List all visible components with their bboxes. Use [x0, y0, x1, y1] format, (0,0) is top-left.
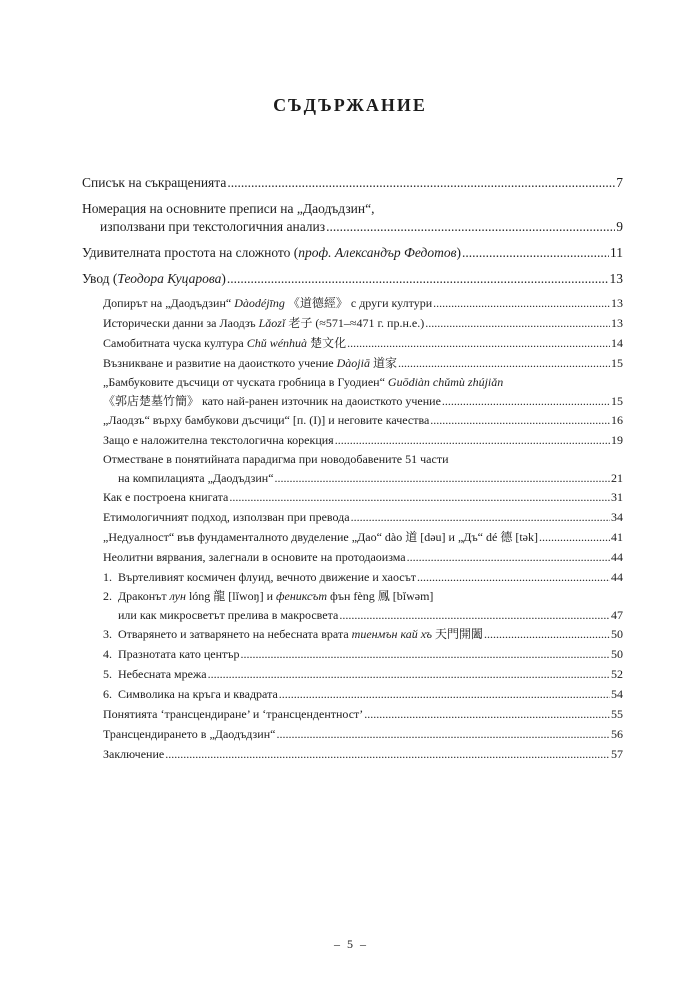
- dot-leader: [275, 469, 610, 488]
- toc-entry-title-part: Защо е наложителна текстологична корекция: [103, 433, 334, 447]
- toc-subentry: [103, 624, 623, 644]
- toc-subentry: [103, 567, 623, 587]
- toc-page-number: 50: [611, 647, 623, 661]
- toc-page-number: 54: [611, 687, 623, 701]
- toc-entry-text: [82, 174, 623, 192]
- toc-entry-title-part: Символика на кръга и квадрата: [118, 687, 278, 701]
- toc-page-number: 31: [611, 490, 623, 504]
- toc-entry-title-part: 道家: [369, 356, 397, 370]
- toc-page-number: 9: [616, 219, 623, 234]
- toc-entry-title-part: lóng 龍 [lĭwoŋ] и: [185, 589, 276, 603]
- toc-entry-last-line: [82, 244, 623, 262]
- toc-entry: [82, 174, 623, 192]
- toc-entry-text: [103, 487, 623, 507]
- toc-entry-line: [82, 200, 623, 218]
- toc-page-number: 11: [610, 245, 623, 260]
- toc-section: [82, 200, 623, 236]
- toc-entry-title-part: „Лаодзъ“ върху бамбукови дъсчици“ [п. (I)] и неговите качества: [103, 413, 430, 427]
- toc-entry-text: [82, 270, 623, 288]
- toc-entry-text: [103, 704, 623, 724]
- toc-entry-title-part: фън fèng 鳳 [bĭwəm]: [327, 589, 434, 603]
- toc-entry-title: [103, 527, 539, 547]
- toc-page-number: 16: [611, 413, 623, 427]
- toc-item-number: 1.: [103, 570, 112, 584]
- toc-entry-title-part: Драконът: [118, 589, 170, 603]
- dot-leader: [165, 744, 610, 764]
- toc-entry-title-part: „Недуалност“ във фундаменталното двуделение „Дао“ dào 道 [dəu] и „Дъ“ dé 德 [tək]: [103, 530, 538, 544]
- toc-entry-text: [103, 547, 623, 567]
- toc-page-number: 15: [611, 356, 623, 370]
- toc-entry-title-part: използвани при текстологичния анализ: [100, 219, 326, 234]
- toc-page-number: 13: [611, 296, 623, 310]
- dot-leader: [442, 392, 610, 411]
- toc-entry-last-line: [103, 507, 623, 527]
- toc-entry-title-part: 天門開闔: [432, 627, 484, 641]
- toc-entry-title-part: на компилацията „Даодъдзин“: [118, 470, 274, 485]
- toc-entry-text: [103, 450, 623, 487]
- toc-entry-title: [103, 353, 398, 373]
- toc-subentry: [103, 373, 623, 410]
- toc-entry-last-line: [118, 606, 623, 625]
- toc-item-number: 2.: [103, 589, 112, 603]
- toc-entry-title-part: Самобитната чуска култура: [103, 336, 247, 350]
- toc-subentry: [103, 293, 623, 313]
- toc-entry-title: [103, 392, 442, 411]
- toc-entry-title: [103, 724, 276, 744]
- toc-entry-text: [118, 644, 623, 664]
- toc-entry-last-line: [103, 527, 623, 547]
- toc-entry-last-line: [103, 293, 623, 313]
- toc-page-number: 57: [611, 747, 623, 761]
- toc-entry-title-part: Исторически данни за Лаодзъ: [103, 316, 259, 330]
- dot-leader: [326, 218, 615, 236]
- page-number: – 5 –: [334, 937, 366, 951]
- toc-entry-text: [118, 684, 623, 704]
- toc-page-number: 13: [611, 316, 623, 330]
- toc-entry-title: [103, 293, 433, 313]
- toc-entry-last-line: [82, 218, 623, 236]
- dot-leader: [425, 313, 610, 333]
- toc-entry-text: [103, 744, 623, 764]
- toc-page-number: 44: [611, 550, 623, 564]
- toc-item-number: 4.: [103, 647, 112, 661]
- toc-entry-title: [118, 606, 339, 625]
- dot-leader: [227, 174, 615, 192]
- toc-entry-title-part: „Бамбуковите дъсчици от чуската гробница в Гуодиен“: [103, 375, 388, 389]
- toc-entry-text: [103, 373, 623, 410]
- toc-entry-title-part: Трансцендирането в „Даодъдзин“: [103, 727, 276, 741]
- toc-entry-title: [103, 744, 165, 764]
- toc-entry-title: [103, 410, 430, 430]
- dot-leader: [335, 430, 610, 450]
- toc-entry-title-part: Отместване в понятийната парадигма при новодобавените 51 части: [103, 452, 449, 466]
- toc-entry-title-part: Заключение: [103, 747, 165, 761]
- toc-entry-last-line: [103, 333, 623, 353]
- toc-entry-last-line: [118, 684, 623, 704]
- toc-entry-title: [118, 469, 275, 488]
- toc-entry-text: [103, 430, 623, 450]
- toc-subentry: [103, 684, 623, 704]
- dot-leader: [462, 244, 609, 262]
- toc-subentry: [103, 527, 623, 547]
- toc-section: [82, 270, 623, 764]
- toc-page-number: 21: [611, 470, 623, 485]
- toc-entry-text: [103, 353, 623, 373]
- toc-entry-line: [103, 450, 623, 469]
- toc-entry-text: [103, 724, 623, 744]
- toc-subentry: [103, 587, 623, 624]
- toc-entry-text: [118, 664, 623, 684]
- toc-entry-last-line: [103, 410, 623, 430]
- toc-entry-title-part: Небесната мрежа: [118, 667, 207, 681]
- dot-leader: [407, 547, 610, 567]
- toc-entry-last-line: [103, 547, 623, 567]
- toc-entry-title-part: Отварянето и затварянето на небесната врата: [118, 627, 352, 641]
- toc-item-number: 6.: [103, 687, 112, 701]
- toc-entry: [82, 244, 623, 262]
- toc-entry-title-italic: Dàojiā: [336, 356, 370, 370]
- toc-entry-title-part: Допирът на „Даодъдзин“: [103, 296, 235, 310]
- toc-section: [82, 174, 623, 192]
- dot-leader: [539, 527, 610, 547]
- dot-leader: [433, 293, 610, 313]
- toc-subentry: [103, 507, 623, 527]
- dot-leader: [241, 644, 611, 664]
- toc-entry-last-line: [118, 567, 623, 587]
- toc-entry-text: [103, 507, 623, 527]
- toc-entry-title-part: Етимологичният подход, използван при превода: [103, 510, 350, 524]
- toc-entry-title-italic: Guōdiàn chǔmù zhújiǎn: [387, 375, 504, 389]
- toc-entry-title: [118, 624, 484, 644]
- toc-subentry: [103, 333, 623, 353]
- toc-entry-line: [118, 587, 623, 606]
- toc-entry-title: [103, 487, 229, 507]
- toc-entry-title-italic: тиенмън кай хъ: [351, 627, 433, 641]
- toc-entry-title-part: 《道德經》 с други култури: [284, 296, 433, 310]
- toc-entry: [82, 200, 623, 236]
- toc-entry-last-line: [82, 174, 623, 192]
- toc-entry-title: [103, 507, 351, 527]
- toc-subentry: [103, 744, 623, 764]
- toc-page-number: 44: [611, 570, 623, 584]
- toc-page-number: 14: [611, 336, 623, 350]
- toc-entry-text: [82, 244, 623, 262]
- toc-entry-last-line: [103, 487, 623, 507]
- toc-entry-last-line: [103, 469, 623, 488]
- toc-entry-title-part: 楚文化: [307, 336, 347, 350]
- toc-entry-text: [103, 333, 623, 353]
- toc-page-number: 13: [609, 271, 623, 286]
- toc-subentry: [103, 704, 623, 724]
- toc-entry-text: [103, 410, 623, 430]
- toc-entry-title-part: Увод (: [82, 271, 118, 286]
- toc-page-number: 50: [611, 627, 623, 641]
- toc-item-number: 5.: [103, 667, 112, 681]
- dot-leader: [339, 606, 610, 625]
- toc-page-number: 41: [611, 530, 623, 544]
- dot-leader: [351, 507, 610, 527]
- toc-entry-title-italic: Lǎozǐ: [258, 316, 286, 330]
- toc-page-number: 55: [611, 707, 623, 721]
- toc-entry-title: [82, 244, 462, 262]
- toc-subentry: [103, 353, 623, 373]
- dot-leader: [208, 664, 610, 684]
- toc-entry-text: [118, 624, 623, 644]
- dot-leader: [279, 684, 610, 704]
- toc-entry-last-line: [103, 392, 623, 411]
- toc-entry-title: [103, 450, 450, 469]
- toc-entry-last-line: [103, 724, 623, 744]
- toc-entry-last-line: [118, 664, 623, 684]
- toc-subentry: [103, 487, 623, 507]
- toc-entry-title-part: Възникване и развитие на даоисткото учение: [103, 356, 337, 370]
- toc-subentry: [103, 664, 623, 684]
- dot-leader: [417, 567, 610, 587]
- toc-entry-title: [118, 684, 279, 704]
- toc-page-number: 56: [611, 727, 623, 741]
- toc-page-number: 47: [611, 607, 623, 622]
- toc-entry-title-part: Как е построена книгата: [103, 490, 229, 504]
- dot-leader: [398, 353, 610, 373]
- toc-entry-title-part: Номерация на основните преписи на „Даодъдзин“,: [82, 201, 375, 216]
- toc-entry-title-part: ): [456, 245, 461, 260]
- toc-entry-title-part: Списък на съкращенията: [82, 175, 227, 190]
- toc-subentry: [103, 410, 623, 430]
- toc-entry-title: [103, 373, 504, 392]
- toc-entry-text: [103, 527, 623, 547]
- toc-subentry: [103, 724, 623, 744]
- toc-page-number: 34: [611, 510, 623, 524]
- toc-entry-title-part: Понятията ‘трансцендиране’ и ‘трансцендентност’: [103, 707, 364, 721]
- toc-subentry: [103, 313, 623, 333]
- toc-entry-title-italic: Chǔ wénhuà: [246, 336, 308, 350]
- table-of-contents: [82, 174, 623, 764]
- toc-subsections: [82, 293, 623, 764]
- toc-entry-title: [82, 270, 227, 288]
- toc-entry-title: [103, 333, 347, 353]
- toc-entry-title: [82, 200, 375, 218]
- toc-subentry: [103, 644, 623, 664]
- toc-entry-text: [103, 313, 623, 333]
- toc-item-number: 3.: [103, 627, 112, 641]
- toc-entry-last-line: [118, 644, 623, 664]
- toc-entry-title-part: или как микросветът прелива в макросвета: [118, 607, 339, 622]
- toc-entry-title-part: Удивителната простота на сложното (: [82, 245, 299, 260]
- toc-entry-last-line: [118, 624, 623, 644]
- toc-entry-title-italic: фениксът: [276, 589, 328, 603]
- dot-leader: [364, 704, 610, 724]
- toc-subentry: [103, 450, 623, 487]
- dot-leader: [347, 333, 610, 353]
- toc-subentry: [103, 430, 623, 450]
- toc-entry-title-italic: лун: [169, 589, 186, 603]
- dot-leader: [229, 487, 610, 507]
- toc-page-number: 7: [616, 175, 623, 190]
- toc-entry-title-part: Неолитни вярвания, залегнали в основите на протодаоизма: [103, 550, 406, 564]
- toc-entry-title: [100, 218, 326, 236]
- toc-entry-last-line: [103, 704, 623, 724]
- toc-entry-last-line: [103, 744, 623, 764]
- toc-entry-title: [82, 174, 227, 192]
- dot-leader: [227, 270, 609, 288]
- toc-section: [82, 244, 623, 262]
- toc-entry: [82, 270, 623, 288]
- toc-entry-last-line: [103, 353, 623, 373]
- toc-entry-title-part: 《郭店楚墓竹簡》 като най-ранен източник на даоисткото учение: [103, 393, 441, 408]
- dot-leader: [484, 624, 610, 644]
- toc-entry-title: [103, 313, 425, 333]
- toc-entry-title-part: 老子 (≈571–≈471 г. пр.н.е.): [285, 316, 425, 330]
- toc-entry-title: [103, 547, 407, 567]
- toc-entry-title: [118, 587, 434, 606]
- toc-page-number: 19: [611, 433, 623, 447]
- toc-entry-last-line: [103, 430, 623, 450]
- toc-entry-title: [103, 430, 335, 450]
- toc-entry-title-part: ): [221, 271, 226, 286]
- toc-page-number: 52: [611, 667, 623, 681]
- toc-entry-title-italic: Теодора Куцарова: [117, 271, 222, 286]
- dot-leader: [430, 410, 610, 430]
- toc-entry-title-part: Празнотата като център: [118, 647, 240, 661]
- toc-entry-title-part: Въртеливият космичен флуид, вечното движение и хаосът: [118, 570, 417, 584]
- toc-subentry: [103, 547, 623, 567]
- toc-entry-title: [103, 704, 364, 724]
- toc-entry-title-italic: проф. Александър Федотов: [298, 245, 457, 260]
- toc-entry-title: [118, 644, 241, 664]
- toc-entry-title-italic: Dàodéjīng: [234, 296, 285, 310]
- toc-page-number: 15: [611, 393, 623, 408]
- toc-entry-title: [118, 567, 417, 587]
- toc-entry-text: [118, 587, 623, 624]
- toc-entry-last-line: [82, 270, 623, 288]
- toc-entry-text: [103, 293, 623, 313]
- page-title: СЪДЪРЖАНИЕ: [273, 95, 427, 115]
- toc-entry-title: [118, 664, 208, 684]
- toc-entry-text: [118, 567, 623, 587]
- toc-entry-line: [103, 373, 623, 392]
- toc-entry-last-line: [103, 313, 623, 333]
- dot-leader: [276, 724, 610, 744]
- toc-entry-text: [82, 200, 623, 236]
